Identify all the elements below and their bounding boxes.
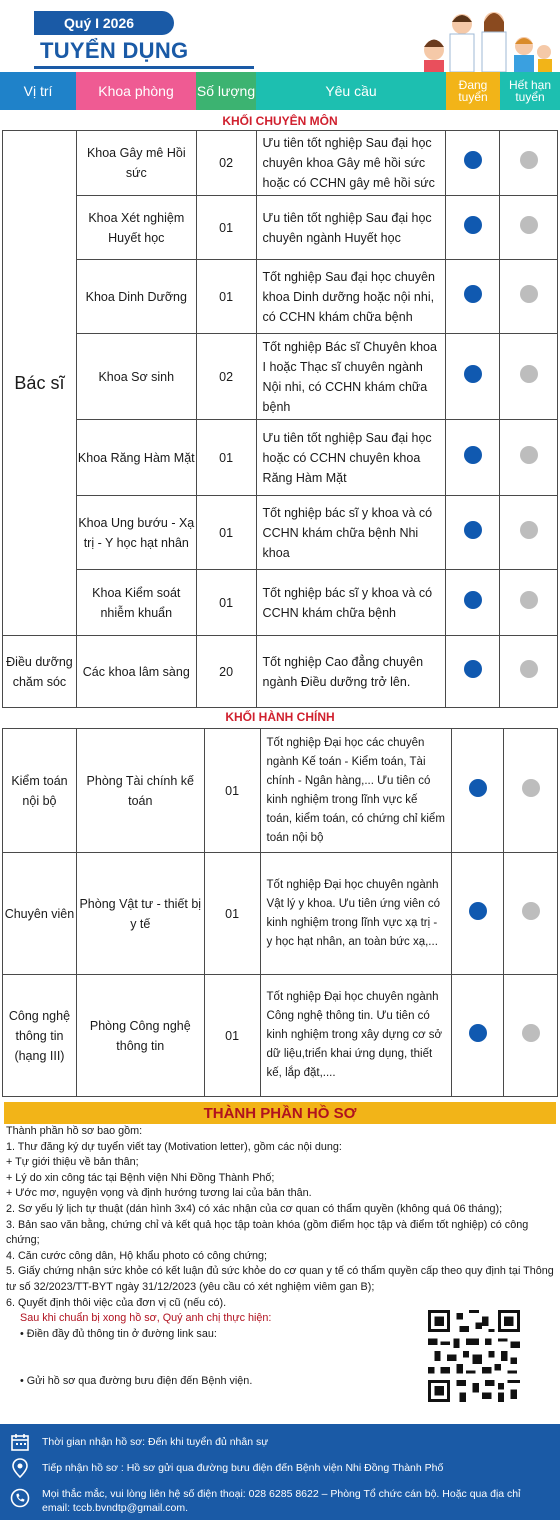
instruction-bullet-post: • Gửi hồ sơ qua đường bưu điện đến Bệnh viện. bbox=[20, 1375, 253, 1388]
table-row bbox=[3, 496, 558, 570]
open-status-dot bbox=[469, 1024, 487, 1042]
phone-icon bbox=[10, 1488, 30, 1508]
open-status-cell bbox=[452, 853, 504, 975]
quantity-cell: 01 bbox=[204, 853, 260, 975]
closed-status-dot bbox=[520, 446, 538, 464]
title-underline bbox=[34, 66, 254, 69]
open-status-dot bbox=[464, 151, 482, 169]
column-header-quantity: Số lượng bbox=[196, 72, 256, 110]
instruction-online-text: Điền đầy đủ thông tin ở đường link sau: bbox=[26, 1327, 217, 1340]
closed-status-cell bbox=[500, 334, 558, 420]
quantity-cell: 01 bbox=[196, 496, 256, 570]
open-status-dot bbox=[464, 365, 482, 383]
quantity-cell: 01 bbox=[196, 260, 256, 334]
table-row bbox=[3, 975, 558, 1097]
closed-status-cell bbox=[504, 975, 558, 1097]
department-cell: Khoa Xét nghiệm Huyết học bbox=[76, 196, 196, 260]
closed-status-dot bbox=[522, 1024, 540, 1042]
closed-status-cell bbox=[500, 131, 558, 196]
department-cell: Khoa Sơ sinh bbox=[76, 334, 196, 420]
open-status-cell bbox=[446, 570, 500, 636]
table-row bbox=[3, 570, 558, 636]
documents-title-bar: THÀNH PHẦN HỒ SƠ bbox=[4, 1102, 556, 1124]
open-status-cell bbox=[446, 196, 500, 260]
closed-status-dot bbox=[520, 285, 538, 303]
document-item: 3. Bản sao văn bằng, chứng chỉ và kết quả học tập toàn khóa (gồm điểm học tập và điểm tốt nghiệp) có công chứng; bbox=[6, 1218, 529, 1247]
closed-status-cell bbox=[500, 196, 558, 260]
open-status-cell bbox=[446, 636, 500, 708]
document-subitem: + Ước mơ, nguyện vọng và định hướng tương lai của bản thân. bbox=[6, 1187, 312, 1200]
table-row bbox=[3, 131, 558, 196]
department-cell: Khoa Kiểm soát nhiễm khuẩn bbox=[76, 570, 196, 636]
requirement-cell: Tốt nghiệp bác sĩ y khoa và có CCHN khám chữa bệnh bbox=[256, 570, 446, 636]
requirement-cell: Ưu tiên tốt nghiệp Sau đại học chuyên khoa Gây mê hồi sức hoặc có CCHN gây mê hồi sức bbox=[256, 131, 446, 196]
calendar-icon bbox=[10, 1432, 30, 1452]
document-item: 4. Căn cước công dân, Hộ khẩu photo có công chứng; bbox=[6, 1249, 268, 1262]
quarter-badge: Quý I 2026 bbox=[34, 11, 174, 35]
clinical-table bbox=[2, 130, 558, 708]
quantity-cell: 01 bbox=[196, 570, 256, 636]
closed-status-dot bbox=[520, 591, 538, 609]
document-item: 1. Thư đăng ký dự tuyển viết tay (Motivation letter), gồm các nội dung: bbox=[6, 1140, 342, 1153]
document-subitem: + Lý do xin công tác tại Bệnh viện Nhi Đồng Thành Phố; bbox=[6, 1171, 275, 1184]
table-row bbox=[3, 260, 558, 334]
closed-status-cell bbox=[504, 729, 558, 853]
column-header-requirements: Yêu cầu bbox=[256, 72, 446, 110]
department-cell: Phòng Vật tư - thiết bị y tế bbox=[76, 853, 204, 975]
open-status-dot bbox=[464, 285, 482, 303]
column-header-department: Khoa phòng bbox=[76, 72, 196, 110]
contact-footer bbox=[0, 1424, 560, 1520]
requirement-cell: Tốt nghiệp Đại học các chuyên ngành Kế toán - Kiểm toán, Tài chính - Ngân hàng,... Ưu tiên có kinh nghiệm trong lĩnh vực kế toán, kiểm toán, có chứng chỉ kiểm toán nội bộ bbox=[260, 729, 452, 853]
department-cell: Khoa Dinh Dưỡng bbox=[76, 260, 196, 334]
open-status-cell bbox=[452, 729, 504, 853]
closed-status-cell bbox=[500, 496, 558, 570]
department-cell: Các khoa lâm sàng bbox=[76, 636, 196, 708]
closed-status-cell bbox=[500, 636, 558, 708]
closed-status-dot bbox=[520, 660, 538, 678]
quantity-cell: 02 bbox=[196, 334, 256, 420]
quantity-cell: 20 bbox=[196, 636, 256, 708]
document-item: 2. Sơ yếu lý lịch tự thuật (dán hình 3x4) có xác nhận của cơ quan có thẩm quyền (không quá 06 tháng); bbox=[6, 1202, 503, 1215]
department-cell: Khoa Gây mê Hồi sức bbox=[76, 131, 196, 196]
open-status-cell bbox=[446, 334, 500, 420]
contact-information: Mọi thắc mắc, vui lòng liên hệ số điện thoại: 028 6285 8622 – Phòng Tổ chức cán bộ. Hoặc qua địa chỉ email: tccb.bvndtp@gmail.com. bbox=[42, 1488, 521, 1514]
location-pin-icon bbox=[10, 1458, 30, 1478]
open-status-dot bbox=[469, 779, 487, 797]
quantity-cell: 01 bbox=[204, 975, 260, 1097]
closed-status-dot bbox=[520, 365, 538, 383]
department-cell: Phòng Tài chính kế toán bbox=[76, 729, 204, 853]
requirement-cell: Tốt nghiệp Bác sĩ Chuyên khoa I hoặc Thạc sĩ chuyên ngành Nội nhi, có CCHN khám chữa bệnh bbox=[256, 334, 446, 420]
table-row bbox=[3, 196, 558, 260]
page-header bbox=[0, 0, 560, 72]
position-cell: Kiểm toán nội bộ bbox=[3, 729, 77, 853]
instruction-bullet-online: • Điền đầy đủ thông tin ở đường link sau: bbox=[20, 1327, 217, 1340]
instruction-post-text: Gửi hồ sơ qua đường bưu điện đến Bệnh viện. bbox=[26, 1375, 253, 1388]
table-row bbox=[3, 334, 558, 420]
position-cell: Công nghệ thông tin (hạng III) bbox=[3, 975, 77, 1097]
medical-staff-illustration bbox=[404, 2, 554, 72]
open-status-cell bbox=[446, 496, 500, 570]
requirement-cell: Tốt nghiệp Đại học chuyên ngành Vật lý y khoa. Ưu tiên ứng viên có kinh nghiệm trong lĩnh vực xạ trị - y học hạt nhân, an toàn bức xạ,... bbox=[260, 853, 452, 975]
open-status-dot bbox=[464, 591, 482, 609]
closed-status-cell bbox=[500, 260, 558, 334]
department-cell: Khoa Răng Hàm Mặt bbox=[76, 420, 196, 496]
registration-qr-code[interactable] bbox=[428, 1310, 520, 1402]
table-row bbox=[3, 636, 558, 708]
open-status-dot bbox=[464, 446, 482, 464]
open-status-cell bbox=[446, 260, 500, 334]
requirement-cell: Tốt nghiệp Cao đẳng chuyên ngành Điều dưỡng trở lên. bbox=[256, 636, 446, 708]
position-doctor: Bác sĩ bbox=[3, 131, 77, 636]
open-status-dot bbox=[469, 902, 487, 920]
closed-status-cell bbox=[500, 420, 558, 496]
position-cell: Chuyên viên bbox=[3, 853, 77, 975]
table-row bbox=[3, 420, 558, 496]
closed-status-cell bbox=[504, 853, 558, 975]
application-period: Thời gian nhận hồ sơ: Đến khi tuyển đủ nhân sự bbox=[42, 1436, 269, 1448]
column-header-position: Vị trí bbox=[0, 72, 76, 110]
open-status-cell bbox=[446, 420, 500, 496]
requirement-cell: Ưu tiên tốt nghiệp Sau đại học hoặc có CCHN chuyên khoa Răng Hàm Mặt bbox=[256, 420, 446, 496]
open-status-dot bbox=[464, 660, 482, 678]
closed-status-cell bbox=[500, 570, 558, 636]
document-subitem: + Tự giới thiệu về bản thân; bbox=[6, 1156, 139, 1169]
table-row bbox=[3, 853, 558, 975]
closed-status-dot bbox=[522, 902, 540, 920]
closed-status-dot bbox=[520, 521, 538, 539]
requirement-cell: Ưu tiên tốt nghiệp Sau đại học chuyên ngành Huyết học bbox=[256, 196, 446, 260]
section-clinical-label: KHỐI CHUYÊN MÔN bbox=[222, 114, 338, 128]
column-header-closed: Hết hạn tuyển bbox=[500, 72, 560, 110]
application-submission: Tiếp nhận hồ sơ : Hồ sơ gửi qua đường bưu điện đến Bệnh viện Nhi Đồng Thành Phố bbox=[42, 1462, 444, 1474]
department-cell: Khoa Ung bướu - Xạ trị - Y học hạt nhân bbox=[76, 496, 196, 570]
open-status-cell bbox=[452, 975, 504, 1097]
column-header-open: Đang tuyển bbox=[446, 72, 500, 110]
document-item: 6. Quyết định thôi việc của đơn vị cũ (nếu có). bbox=[6, 1296, 227, 1309]
requirement-cell: Tốt nghiệp bác sĩ y khoa và có CCHN khám chữa bệnh Nhi khoa bbox=[256, 496, 446, 570]
closed-status-dot bbox=[520, 151, 538, 169]
instructions-note: Sau khi chuẩn bị xong hồ sơ, Quý anh chị thực hiện: bbox=[20, 1312, 272, 1325]
quantity-cell: 01 bbox=[196, 196, 256, 260]
page-title: TUYỂN DỤNG bbox=[40, 38, 189, 63]
quantity-cell: 01 bbox=[204, 729, 260, 853]
open-status-cell bbox=[446, 131, 500, 196]
open-status-dot bbox=[464, 521, 482, 539]
requirement-cell: Tốt nghiệp Sau đại học chuyên khoa Dinh dưỡng hoặc nội nhi, có CCHN khám chữa bệnh bbox=[256, 260, 446, 334]
quantity-cell: 02 bbox=[196, 131, 256, 196]
section-admin-label: KHỐI HÀNH CHÍNH bbox=[225, 710, 335, 724]
table-row bbox=[3, 729, 558, 853]
position-nursing: Điều dưỡng chăm sóc bbox=[3, 636, 77, 708]
admin-table bbox=[2, 728, 558, 1097]
document-item: 5. Giấy chứng nhận sức khỏe có kết luận đủ sức khỏe do cơ quan y tế có thẩm quyền cấp theo quy định tại Thông tư số 32/2023/TT-BYT ngày 31/12/2023 (yêu cầu có xét nghiệm viêm gan B); bbox=[6, 1265, 554, 1293]
closed-status-dot bbox=[520, 216, 538, 234]
documents-intro: Thành phần hồ sơ bao gồm: bbox=[6, 1125, 143, 1137]
closed-status-dot bbox=[522, 779, 540, 797]
open-status-dot bbox=[464, 216, 482, 234]
department-cell: Phòng Công nghệ thông tin bbox=[76, 975, 204, 1097]
requirement-cell: Tốt nghiệp Đại học chuyên ngành Công nghệ thông tin. Ưu tiên có kinh nghiệm trong xây dựng cơ sở dữ liệu,triển khai ứng dụng, thiết kế, lắp đặt,.... bbox=[260, 975, 452, 1097]
quantity-cell: 01 bbox=[196, 420, 256, 496]
